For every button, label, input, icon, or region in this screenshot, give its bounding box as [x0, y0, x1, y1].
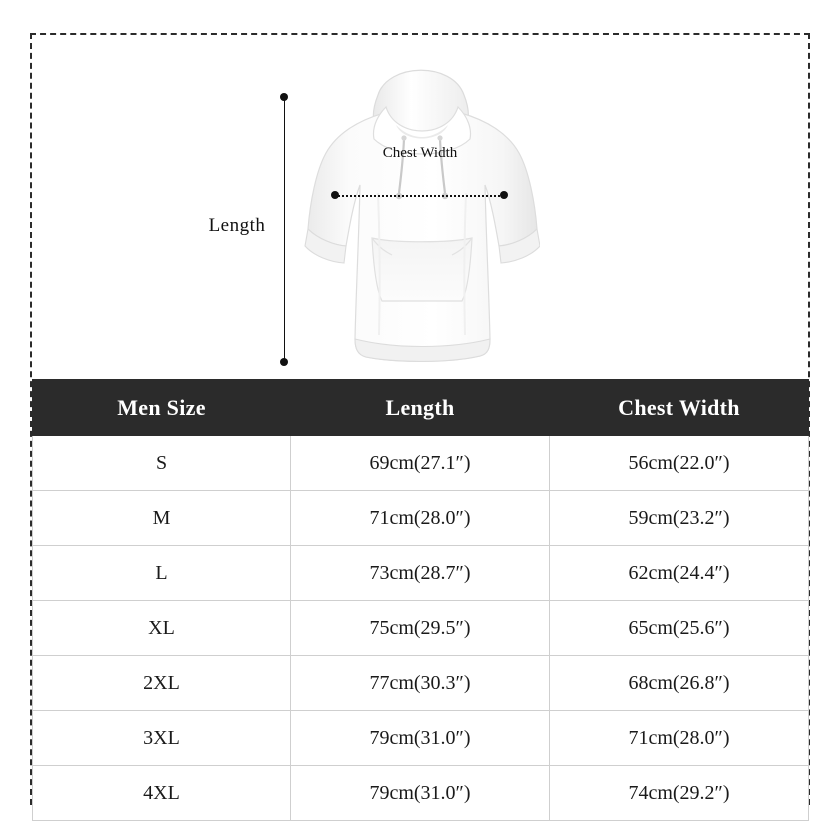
cell-chest: 68cm(26.8″): [550, 656, 809, 711]
cell-chest: 74cm(29.2″): [550, 766, 809, 821]
column-header-chest-width: Chest Width: [550, 380, 809, 436]
garment-illustration: [32, 35, 808, 379]
cell-length: 79cm(31.0″): [291, 766, 550, 821]
table-row: [33, 546, 809, 601]
cell-size: XL: [33, 601, 291, 656]
cell-chest: 56cm(22.0″): [550, 436, 809, 491]
cell-length: 77cm(30.3″): [291, 656, 550, 711]
hoodie-icon: [300, 43, 540, 368]
cell-chest: 59cm(23.2″): [550, 491, 809, 546]
length-endpoint-bottom-dot: [280, 358, 288, 366]
table-row: [33, 656, 809, 711]
cell-chest: 65cm(25.6″): [550, 601, 809, 656]
cell-length: 69cm(27.1″): [291, 436, 550, 491]
table-header-row: [33, 380, 809, 436]
chest-measure-line: [335, 195, 504, 197]
length-measure-line: [284, 97, 285, 362]
chest-endpoint-right-dot: [500, 191, 508, 199]
cell-length: 79cm(31.0″): [291, 711, 550, 766]
cell-chest: 62cm(24.4″): [550, 546, 809, 601]
cell-length: 71cm(28.0″): [291, 491, 550, 546]
chest-measure-label: Chest Width: [382, 145, 458, 161]
cell-size: L: [33, 546, 291, 601]
column-header-length: Length: [291, 380, 550, 436]
table-row: [33, 601, 809, 656]
cell-size: 2XL: [33, 656, 291, 711]
table-row: [33, 436, 809, 491]
cell-chest: 71cm(28.0″): [550, 711, 809, 766]
table-row: [33, 766, 809, 821]
cell-size: M: [33, 491, 291, 546]
cell-size: 4XL: [33, 766, 291, 821]
cell-length: 75cm(29.5″): [291, 601, 550, 656]
size-chart-table: [32, 379, 809, 821]
cell-size: S: [33, 436, 291, 491]
cell-length: 73cm(28.7″): [291, 546, 550, 601]
table-row: [33, 491, 809, 546]
cell-size: 3XL: [33, 711, 291, 766]
length-measure-label: Length: [208, 215, 266, 236]
table-row: [33, 711, 809, 766]
column-header-men-size: Men Size: [33, 380, 291, 436]
